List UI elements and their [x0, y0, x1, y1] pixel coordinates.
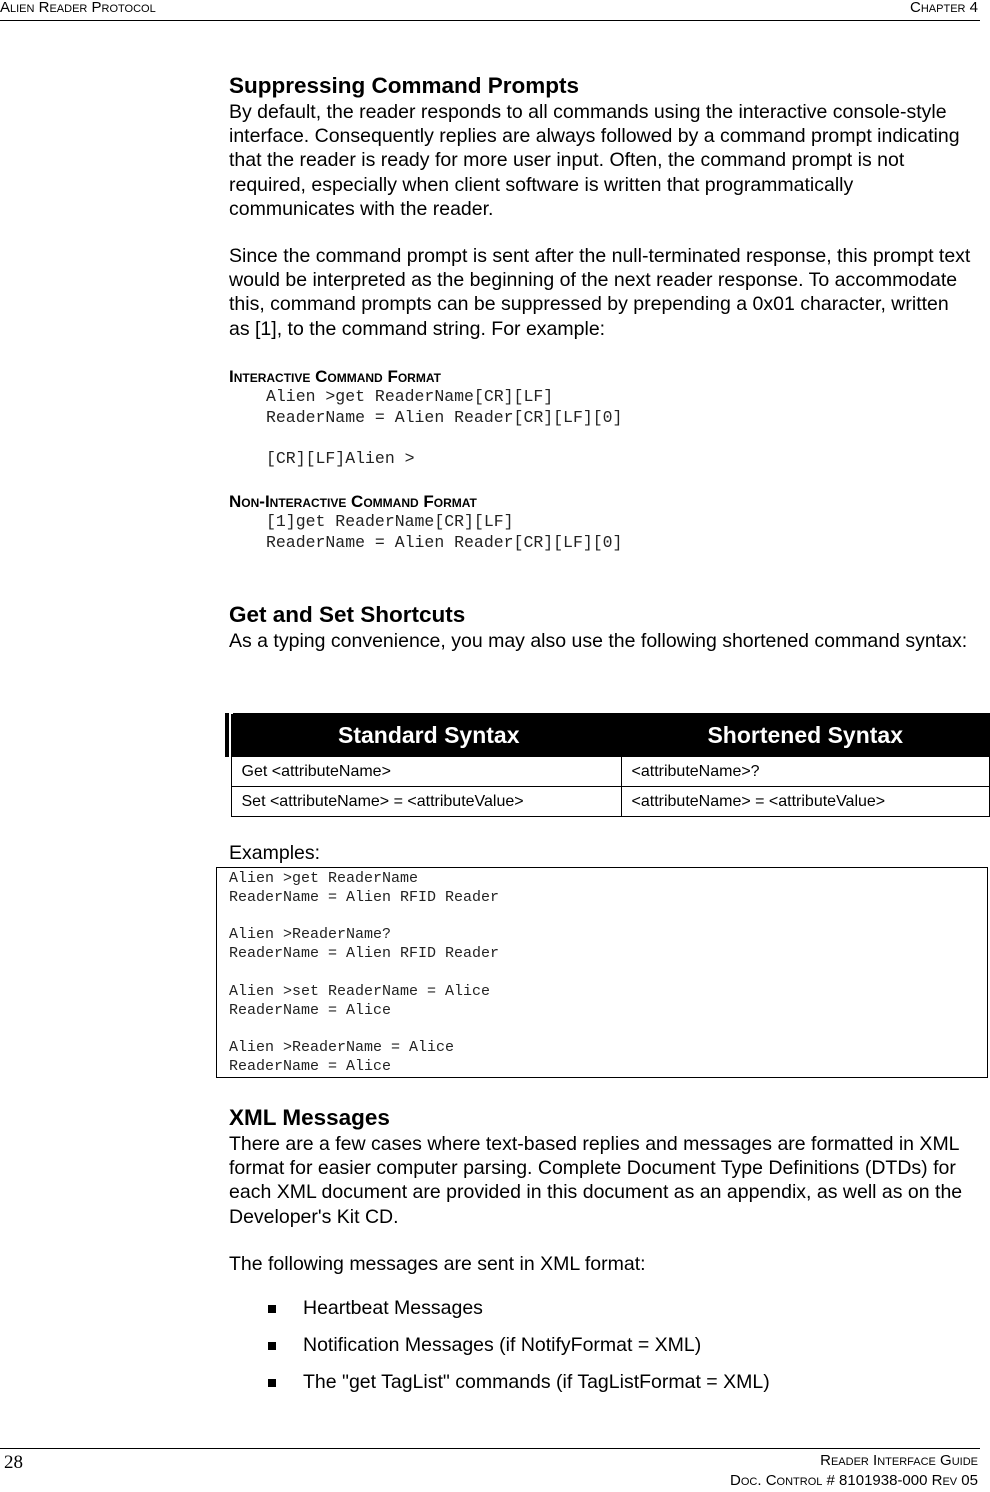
paragraph: Since the command prompt is sent after the null-terminated response, this prompt text would be interpreted as the beginning of the next reader response. To accommodate this, command prompts can be suppressed by prepending a 0x01 character, written as [1], to the command string. For example: — [229, 245, 971, 340]
section-title-shortcuts: Get and Set Shortcuts — [229, 601, 466, 627]
list-item-text: Notification Messages (if NotifyFormat = XML) — [303, 1334, 702, 1357]
table-row — [231, 757, 990, 787]
header-chapter: Chapter 4 — [910, 0, 978, 16]
list-item — [229, 1290, 974, 1327]
interactive-format-code: Alien >get ReaderName[CR][LF] ReaderName = Alien Reader[CR][LF][0] [CR][LF]Alien > — [266, 386, 623, 469]
table-cell: <attributeName>? — [621, 757, 990, 787]
interactive-format-title: Interactive Command Format — [229, 366, 441, 386]
table-cell: Get <attributeName> — [231, 757, 621, 787]
examples-code: Alien >get ReaderName ReaderName = Alien RFID Reader Alien >ReaderName? ReaderName = Alien RFID Reader Alien >set ReaderName = Alice ReaderName = Alice Alien >ReaderName = Alice ReaderName = Alice — [229, 870, 500, 1075]
section-title-suppressing: Suppressing Command Prompts — [229, 73, 580, 98]
footer-guide-title: Reader Interface Guide — [820, 1452, 978, 1469]
bullet-square-icon — [268, 1342, 276, 1350]
paragraph: By default, the reader responds to all commands using the interactive console-style interface. Consequently replies are always followed by a command prompt indicating that the reader is ready for more user input. Often, the command prompt is not required, especially when client software is written that programmatically communicates with the reader. — [229, 101, 960, 220]
page-number: 28 — [4, 1452, 23, 1473]
footer-info — [730, 1451, 978, 1491]
table-cell: <attributeName> = <attributeValue> — [621, 787, 990, 817]
footer-doc-control: Doc. Control # 8101938-000 Rev 05 — [730, 1472, 978, 1489]
table-row — [231, 787, 990, 817]
list-item-text: Heartbeat Messages — [303, 1297, 483, 1320]
table-header-row — [231, 714, 990, 757]
footer-rule — [0, 1448, 980, 1449]
table-header-cell: Standard Syntax — [231, 714, 621, 757]
noninteractive-format-code: [1]get ReaderName[CR][LF] ReaderName = Alien Reader[CR][LF][0] — [266, 512, 623, 552]
examples-code-box — [216, 867, 988, 1078]
bullet-square-icon — [268, 1379, 276, 1387]
paragraph: There are a few cases where text-based replies and messages are formatted in XML format for easier computer parsing. Complete Document Type Definitions (DTDs) for each XML document are provided in this document as an appendix, as well as on the Developer's Kit CD. — [229, 1133, 963, 1228]
paragraph: As a typing convenience, you may also use the following shortened command syntax: — [229, 629, 968, 652]
bullet-square-icon — [268, 1305, 276, 1313]
list-item — [229, 1327, 974, 1364]
section-title-xml: XML Messages — [229, 1105, 390, 1130]
section-suppressing — [229, 72, 974, 653]
header-title: Alien Reader Protocol — [0, 0, 156, 16]
running-header — [0, 0, 980, 21]
examples-label: Examples: — [229, 842, 321, 864]
paragraph: The following messages are sent in XML format: — [229, 1252, 646, 1275]
section-xml — [229, 1104, 974, 1401]
list-item-text: The "get TagList" commands (if TagListFormat = XML) — [303, 1371, 770, 1394]
syntax-table — [225, 713, 990, 817]
list-item — [229, 1364, 974, 1401]
xml-message-list — [229, 1290, 974, 1401]
table-cell: Set <attributeName> = <attributeValue> — [231, 787, 621, 817]
table-header-cell: Shortened Syntax — [621, 714, 990, 757]
noninteractive-format-title: Non-Interactive Command Format — [229, 492, 477, 512]
